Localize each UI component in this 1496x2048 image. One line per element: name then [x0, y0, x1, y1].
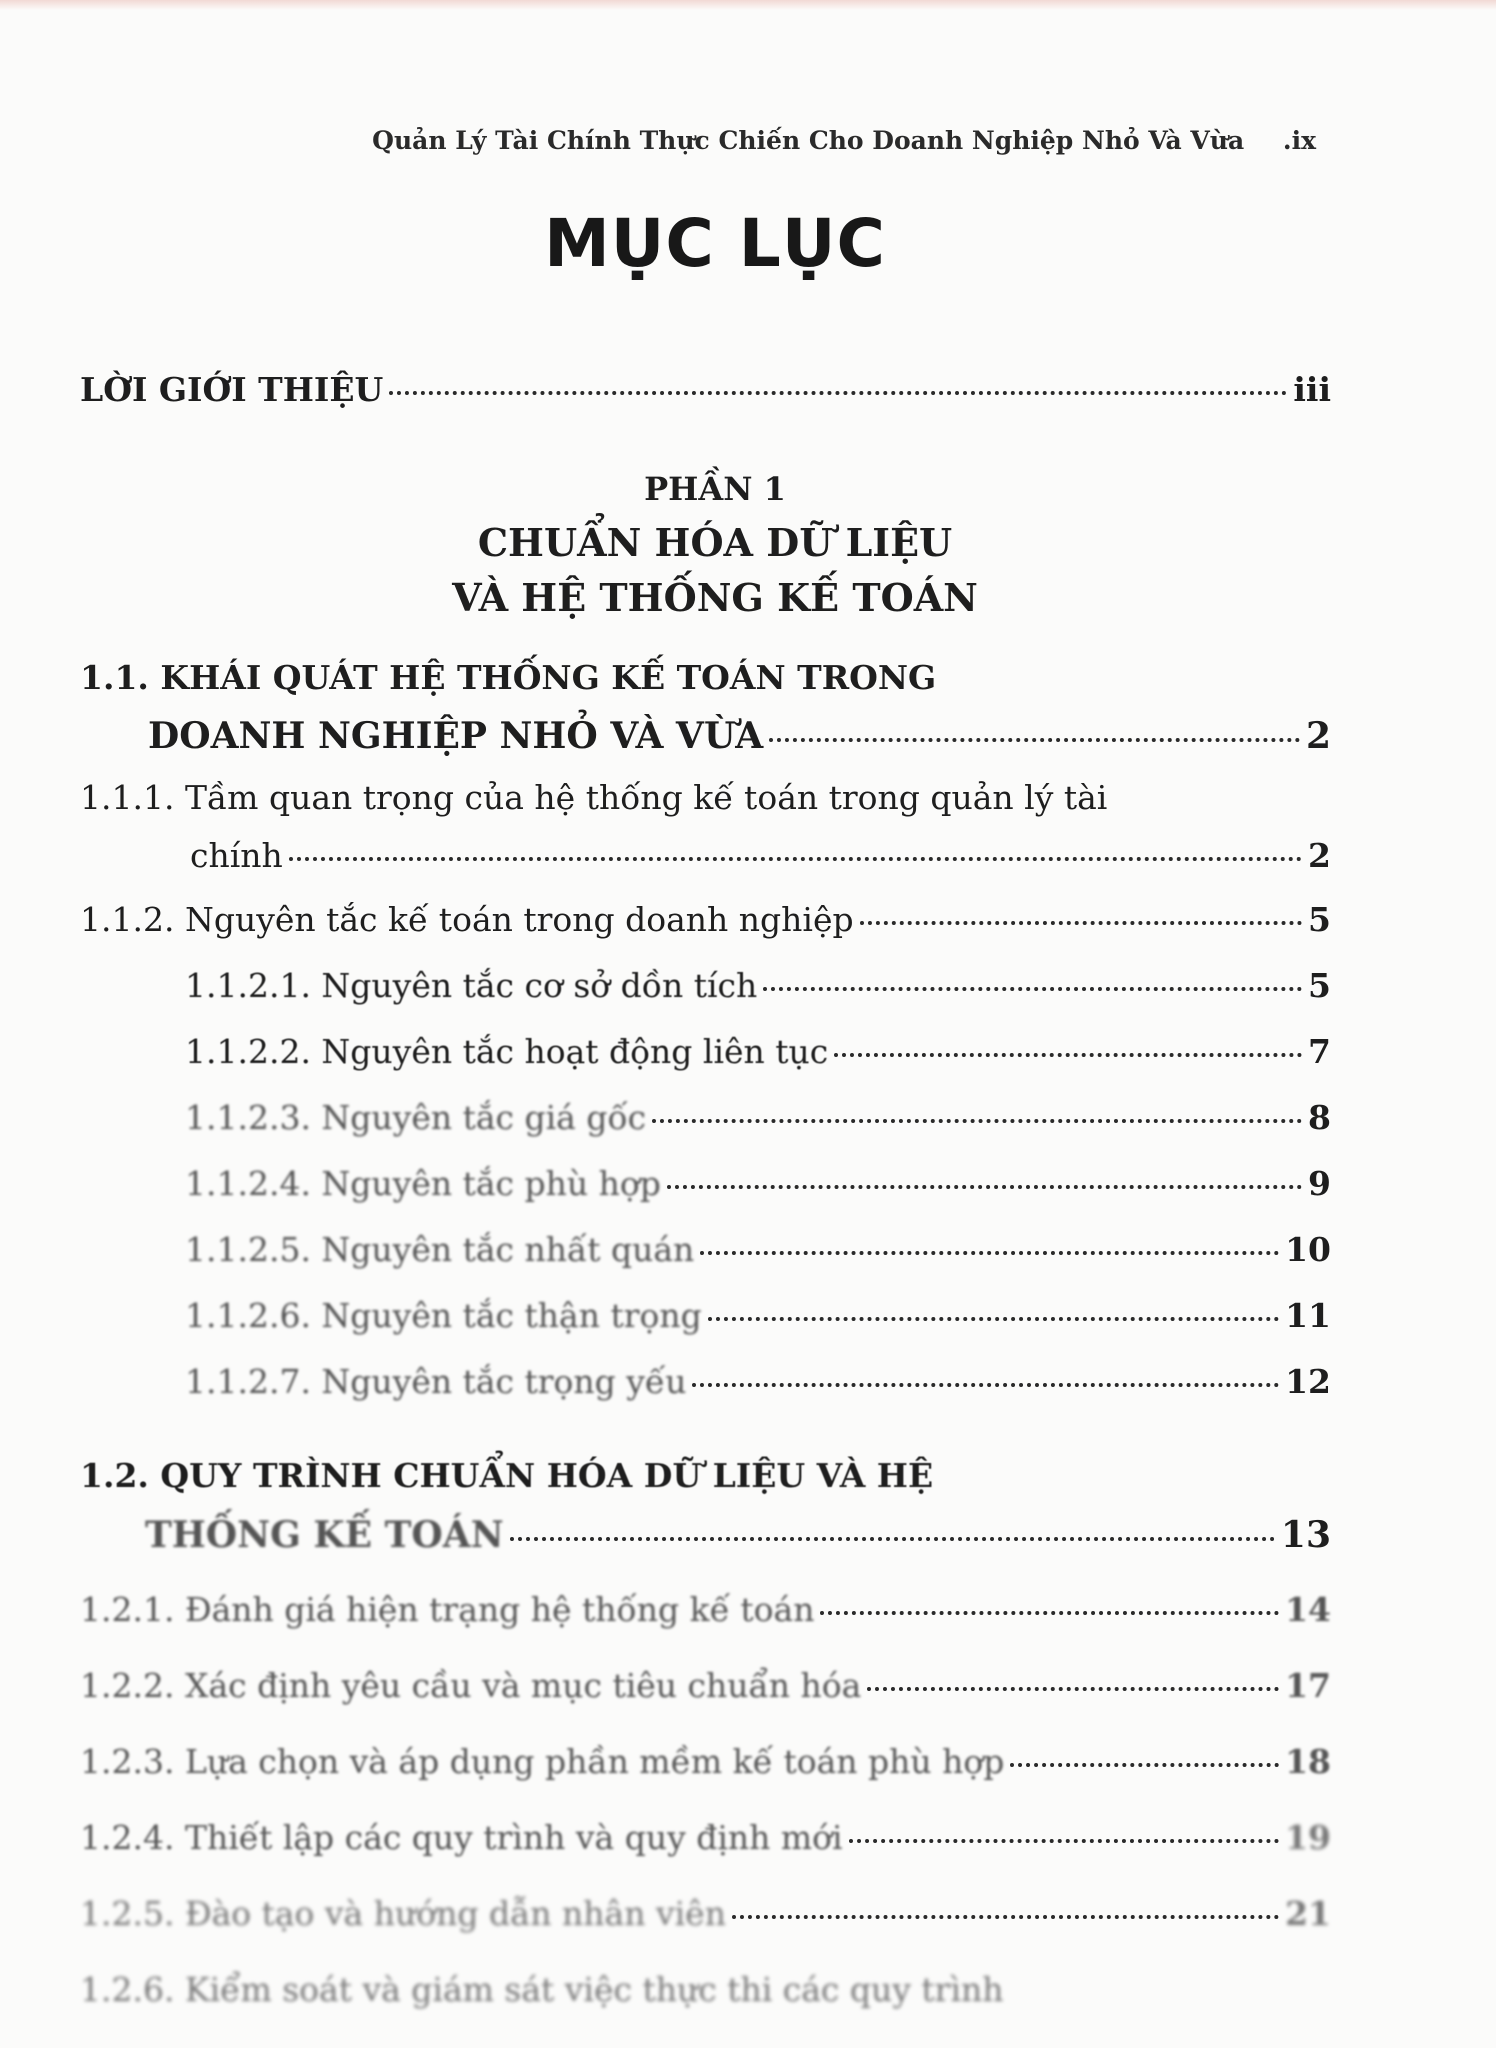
leader-dots [849, 1839, 1279, 1843]
toc-label: LỜI GIỚI THIỆU [80, 370, 384, 409]
header-page-number: .ix [1282, 126, 1316, 155]
toc-page: 9 [1308, 1164, 1331, 1203]
part-number: PHẦN 1 [644, 470, 786, 508]
leader-dots [763, 987, 1302, 991]
toc-label: chính [190, 836, 283, 875]
leader-dots [867, 1687, 1279, 1691]
leader-dots [692, 1383, 1279, 1387]
leader-dots [834, 1053, 1302, 1057]
toc-label: 1.2.2. Xác định yêu cầu và mục tiêu chuẩn hóa [80, 1666, 862, 1705]
toc-page: 5 [1308, 900, 1331, 939]
toc-entry-1-2-6[interactable] [80, 1970, 1004, 2009]
toc-label: 1.1.2.5. Nguyên tắc nhất quán [185, 1230, 695, 1269]
leader-dots [708, 1317, 1279, 1321]
toc-entry-1-1-2-5[interactable] [185, 1230, 1331, 1269]
toc-page: 10 [1285, 1230, 1331, 1269]
running-title: Quản Lý Tài Chính Thực Chiến Cho Doanh Nghiệp Nhỏ Và Vừa [372, 126, 1245, 155]
page-title: MỤC LỤC [544, 205, 886, 282]
toc-entry-1-2-4[interactable] [80, 1818, 1331, 1857]
toc-page: 12 [1285, 1362, 1331, 1401]
toc-entry-1-1-1[interactable] [190, 836, 1331, 875]
leader-dots [820, 1611, 1279, 1615]
toc-page: 2 [1305, 715, 1331, 757]
toc-label: 1.1.2.3. Nguyên tắc giá gốc [185, 1098, 647, 1137]
section-1-1-line1[interactable]: 1.1. KHÁI QUÁT HỆ THỐNG KẾ TOÁN TRONG [80, 658, 937, 697]
toc-label: 1.2.1. Đánh giá hiện trạng hệ thống kế toán [80, 1590, 815, 1629]
running-header [372, 126, 1316, 155]
toc-label: 1.1.2.6. Nguyên tắc thận trọng [185, 1296, 702, 1335]
leader-dots [860, 921, 1302, 925]
toc-entry-1-1-2[interactable] [80, 900, 1331, 939]
toc-entry-1-1-2-7[interactable] [185, 1362, 1331, 1401]
toc-page: 13 [1280, 1514, 1331, 1556]
toc-label: 1.1.2.2. Nguyên tắc hoạt động liên tục [185, 1032, 829, 1071]
toc-label: 1.1.2.1. Nguyên tắc cơ sở dồn tích [185, 966, 758, 1005]
toc-entry-intro[interactable] [80, 370, 1331, 409]
toc-label: 1.2.3. Lựa chọn và áp dụng phần mềm kế toán phù hợp [80, 1742, 1005, 1781]
toc-entry-1-2-1[interactable] [80, 1590, 1331, 1629]
toc-label: 1.1.2.4. Nguyên tắc phù hợp [185, 1164, 661, 1203]
toc-label: 1.2.4. Thiết lập các quy trình và quy định mới [80, 1818, 843, 1857]
part-title-line2: VÀ HỆ THỐNG KẾ TOÁN [452, 575, 978, 620]
toc-page: iii [1293, 370, 1331, 409]
leader-dots [510, 1537, 1275, 1541]
toc-page: 7 [1308, 1032, 1331, 1071]
leader-dots [652, 1119, 1302, 1123]
toc-entry-1-1-1-line1[interactable]: 1.1.1. Tầm quan trọng của hệ thống kế toán trong quản lý tài [80, 778, 1108, 817]
toc-label: 1.2.5. Đào tạo và hướng dẫn nhân viên [80, 1894, 726, 1933]
leader-dots [1010, 1763, 1279, 1767]
toc-label: DOANH NGHIỆP NHỎ VÀ VỪA [148, 715, 764, 757]
toc-entry-1-2-5[interactable] [80, 1894, 1331, 1933]
toc-label: THỐNG KẾ TOÁN [145, 1514, 504, 1556]
toc-page: 2 [1308, 836, 1331, 875]
toc-entry-1-1-2-4[interactable] [185, 1164, 1331, 1203]
toc-page: 8 [1308, 1098, 1331, 1137]
toc-entry-1-1-2-1[interactable] [185, 966, 1331, 1005]
section-1-2-line1[interactable] [80, 1456, 933, 1495]
leader-dots [667, 1185, 1302, 1189]
toc-page: 21 [1285, 1894, 1331, 1933]
toc-page: 11 [1285, 1296, 1331, 1335]
toc-page: 17 [1285, 1666, 1331, 1705]
toc-entry-1-2-2[interactable] [80, 1666, 1331, 1705]
leader-dots [732, 1915, 1279, 1919]
leader-dots [389, 391, 1287, 395]
toc-page: 18 [1285, 1742, 1331, 1781]
toc-label: 1.2.6. Kiểm soát và giám sát việc thực thi các quy trình [80, 1970, 1004, 2009]
toc-page: 5 [1308, 966, 1331, 1005]
toc-entry-1-1-2-2[interactable] [185, 1032, 1331, 1071]
leader-dots [289, 857, 1302, 861]
toc-entry-1-2-3[interactable] [80, 1742, 1331, 1781]
toc-entry-section-1-2[interactable] [145, 1514, 1331, 1556]
toc-entry-1-1-2-6[interactable] [185, 1296, 1331, 1335]
leader-dots [769, 738, 1300, 742]
leader-dots [700, 1251, 1279, 1255]
page-top-edge [0, 0, 1496, 10]
toc-entry-section-1-1[interactable] [148, 715, 1331, 757]
toc-page: 14 [1285, 1590, 1331, 1629]
toc-page: 19 [1285, 1818, 1331, 1857]
toc-entry-1-1-2-3[interactable] [185, 1098, 1331, 1137]
part-title-line1: CHUẨN HÓA DỮ LIỆU [477, 520, 953, 565]
toc-label: 1.1.2.7. Nguyên tắc trọng yếu [185, 1362, 687, 1401]
section-1-2-line1-text: 1.2. QUY TRÌNH CHUẨN HÓA DỮ LIỆU VÀ HỆ [80, 1456, 934, 1495]
toc-label: 1.1.2. Nguyên tắc kế toán trong doanh nghiệp [80, 900, 854, 939]
